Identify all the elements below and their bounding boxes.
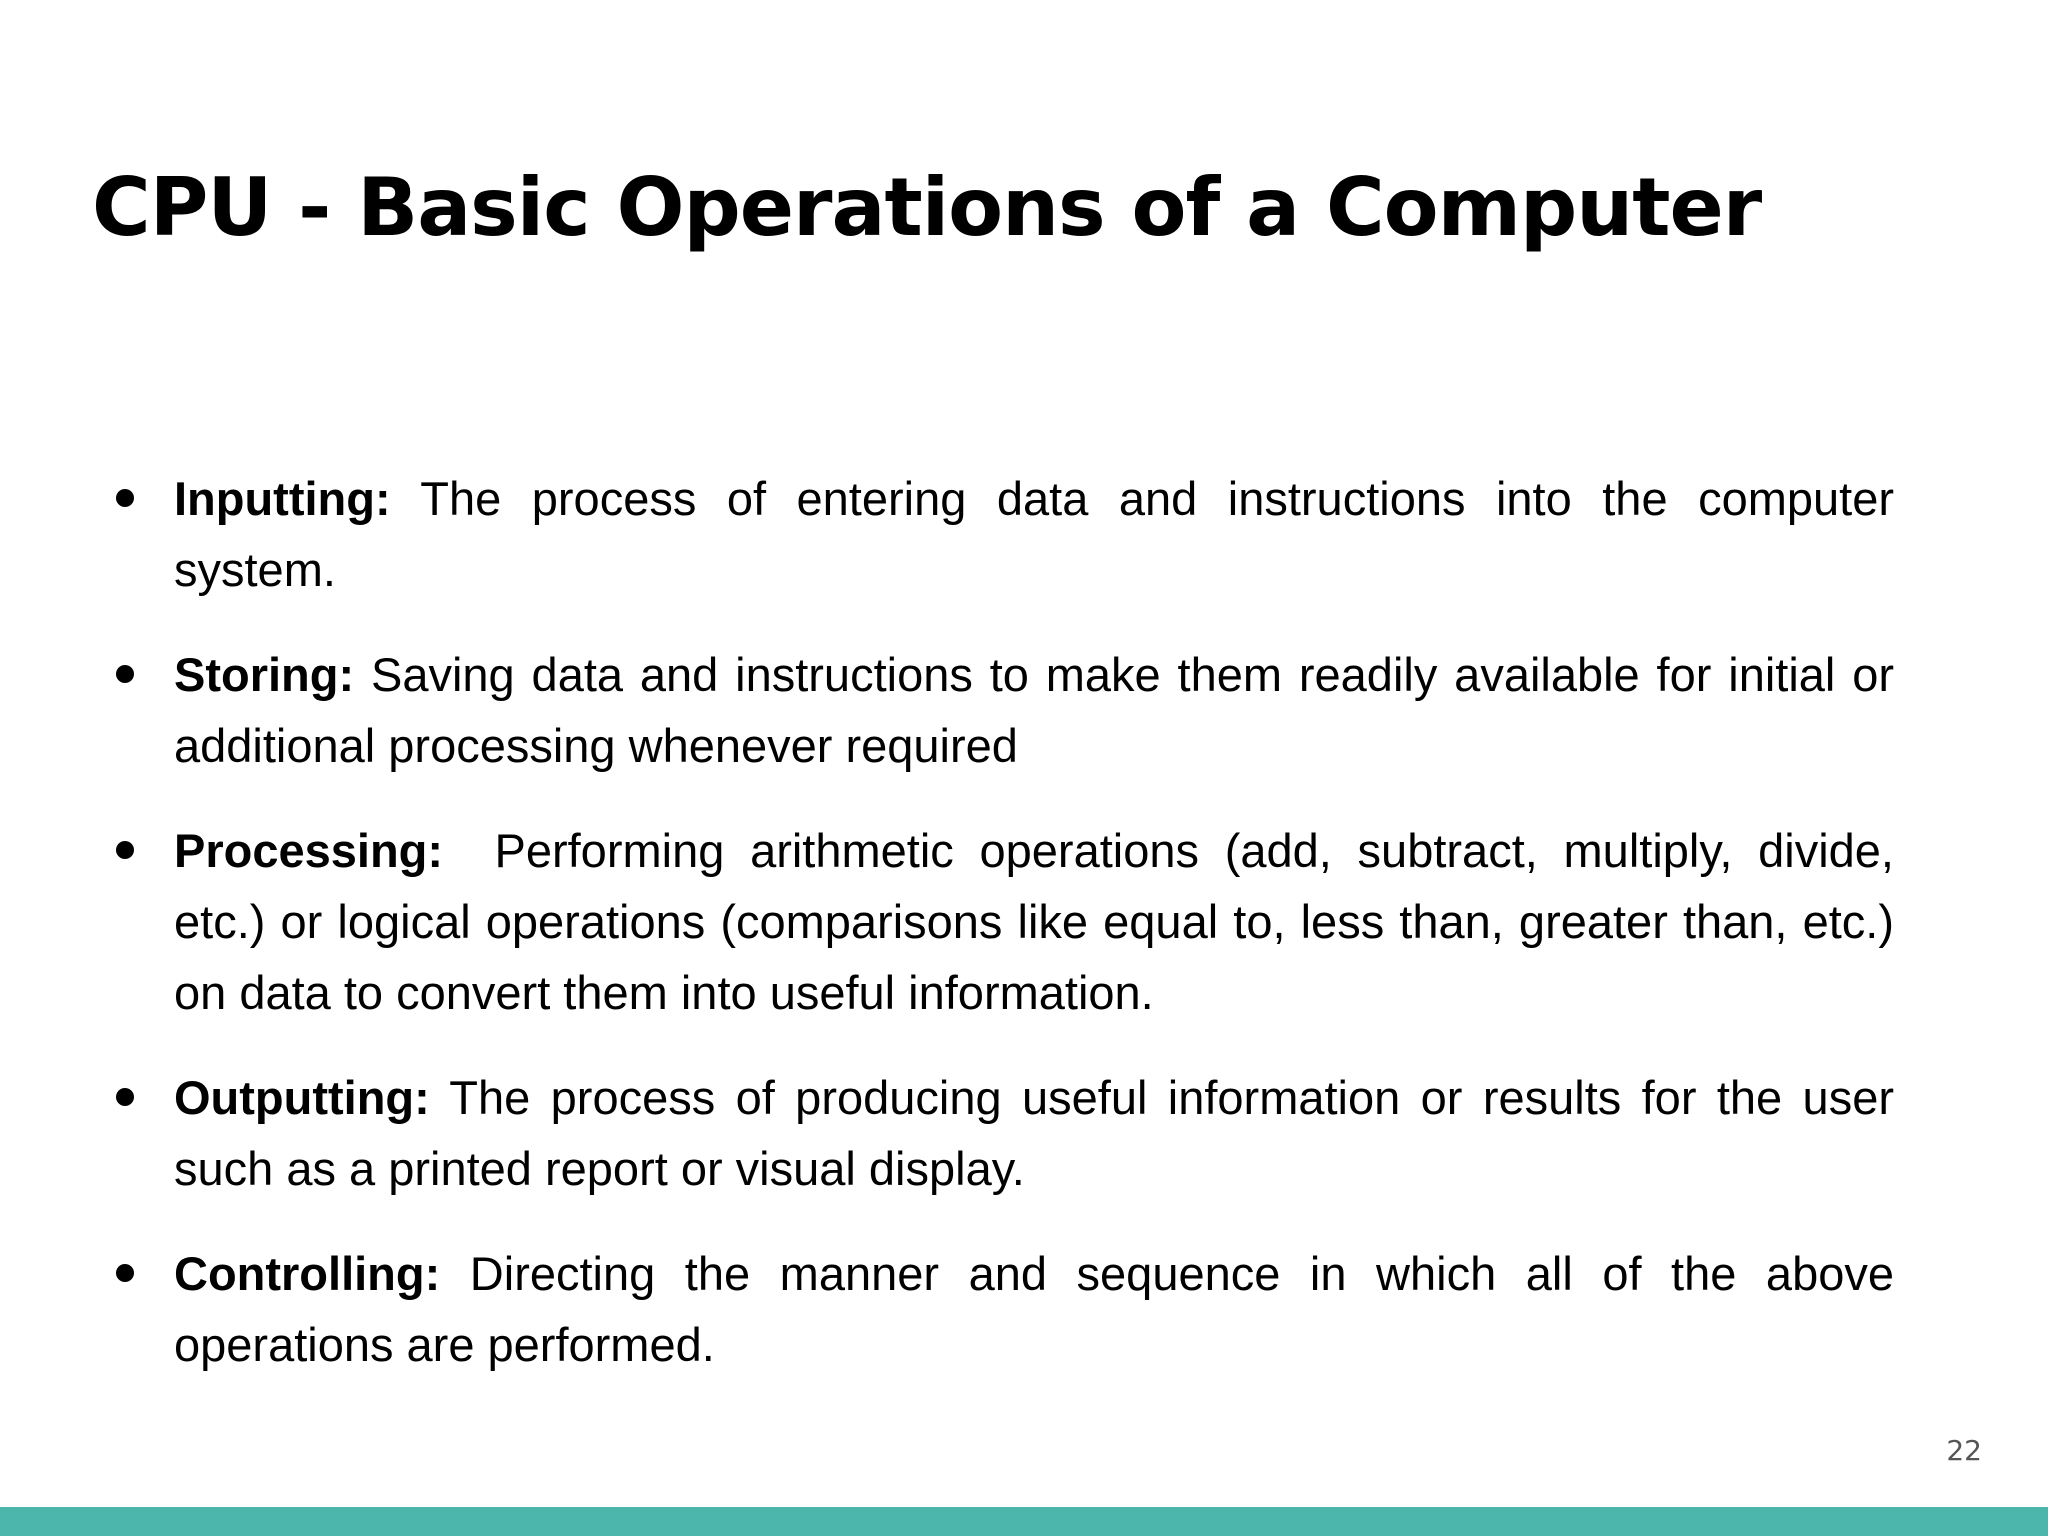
bullet-text — [174, 639, 1894, 781]
bullet-description: The process of producing useful information or results for the user such as a printed report or visual display. — [174, 1071, 1894, 1195]
bullet-description: Saving data and instructions to make them readily available for initial or additional processing whenever required — [174, 648, 1894, 772]
bullet-term: Controlling: — [174, 1247, 441, 1300]
bullet-list — [0, 463, 2048, 1414]
bullet-term: Outputting: — [174, 1071, 430, 1124]
bullet-item-outputting — [0, 1062, 2048, 1204]
bullet-item-inputting — [0, 463, 2048, 605]
bullet-text — [174, 1062, 1894, 1204]
bullet-icon — [116, 841, 134, 859]
bullet-item-storing — [0, 639, 2048, 781]
bullet-icon — [116, 1088, 134, 1106]
bullet-item-processing — [0, 815, 2048, 1028]
page-number: 22 — [1946, 1434, 1982, 1467]
bullet-icon — [116, 489, 134, 507]
bullet-icon — [116, 665, 134, 683]
bullet-term: Processing: — [174, 824, 444, 877]
footer-accent-bar — [0, 1507, 2048, 1536]
bullet-icon — [116, 1264, 134, 1282]
bullet-description: Directing the manner and sequence in which all of the above operations are performed. — [174, 1247, 1894, 1371]
bullet-text — [174, 1238, 1894, 1380]
bullet-description: Performing arithmetic operations (add, subtract, multiply, divide, etc.) or logical operations (comparisons like equal to, less than, greater than, etc.) on data to convert them into useful information. — [174, 824, 1908, 1019]
bullet-term: Storing: — [174, 648, 355, 701]
bullet-item-controlling — [0, 1238, 2048, 1380]
bullet-description: The process of entering data and instructions into the computer system. — [174, 472, 1894, 596]
bullet-text — [174, 463, 1894, 605]
slide-title: CPU - Basic Operations of a Computer — [92, 161, 1762, 254]
bullet-term: Inputting: — [174, 472, 391, 525]
bullet-text — [174, 815, 1908, 1028]
